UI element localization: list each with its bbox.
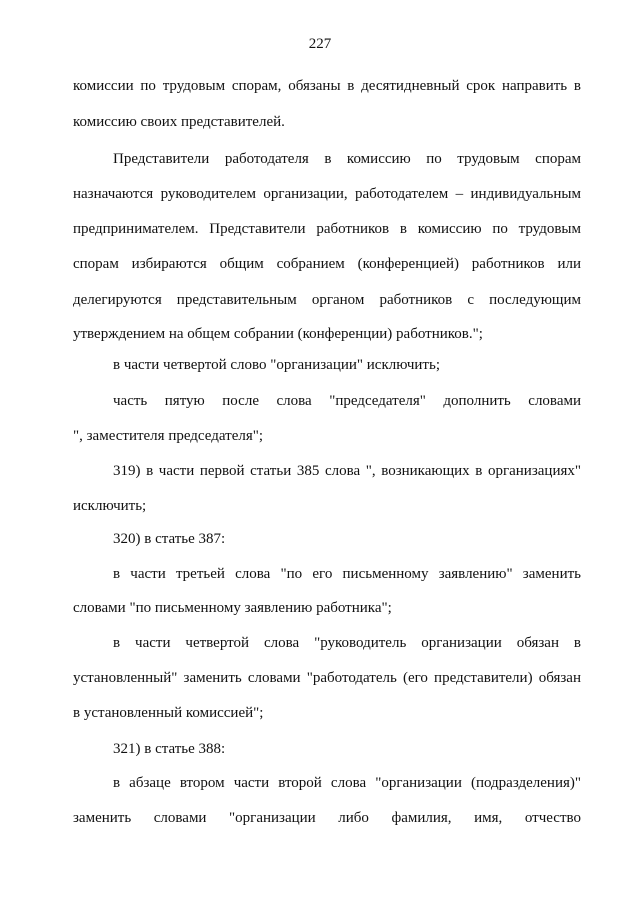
text-line: Представители работодателя в комиссию по трудовым спорам [113,151,581,167]
text-line: комиссии по трудовым спорам, обязаны в десятидневный срок направить в [73,78,581,94]
text-line: 321) в статье 388: [113,741,226,757]
page-number: 227 [308,36,332,52]
text-line: в части четвертой слова "руководитель организации обязан в [113,635,581,651]
text-line: установленный" заменить словами "работодатель (его представители) обязан [73,670,581,686]
text-line: часть пятую после слова "председателя" дополнить словами [113,393,581,409]
text-line: делегируются представительным органом работников с последующим [73,292,581,308]
text-line: ", заместителя председателя"; [73,428,264,444]
text-line: в установленный комиссией"; [73,705,264,721]
text-line: комиссию своих представителей. [73,114,285,130]
text-line: 319) в части первой статьи 385 слова ", возникающих в организациях" [113,463,581,479]
text-line: назначаются руководителем организации, работодателем – индивидуальным [73,186,581,202]
text-line: словами "по письменному заявлению работника"; [73,600,392,616]
text-line: утверждением на общем собрании (конференции) работников."; [73,326,483,342]
text-line: предпринимателем. Представители работников в комиссию по трудовым [73,221,581,237]
text-line: в абзаце втором части второй слова "организации (подразделения)" [113,775,581,791]
text-line: заменить словами "организации либо фамилия, имя, отчество [73,810,581,826]
text-line: исключить; [73,498,147,514]
text-line: 320) в статье 387: [113,531,226,547]
text-line: в части третьей слова "по его письменному заявлению" заменить [113,566,581,582]
text-line: спорам избираются общим собранием (конференцией) работников или [73,256,581,272]
text-line: в части четвертой слово "организации" исключить; [113,357,440,373]
